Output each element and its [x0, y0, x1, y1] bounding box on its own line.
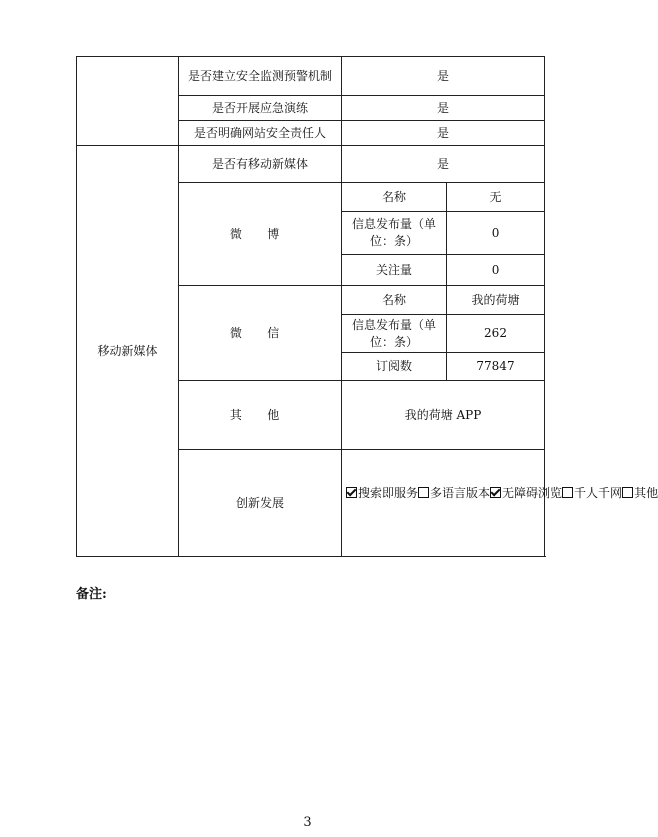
weibo-name-value: 无 [447, 183, 545, 212]
row-label: 是否开展应急演练 [179, 96, 342, 121]
row-value: 是 [342, 57, 545, 96]
weibo-follow-value: 0 [447, 255, 545, 286]
wechat-name-value: 我的荷塘 [447, 286, 545, 315]
row-label: 是否建立安全监测预警机制 [179, 57, 342, 96]
innovation-options [342, 450, 658, 557]
innovation-option-label: 千人千网 [574, 485, 623, 500]
wechat-subs-value: 77847 [447, 353, 545, 381]
row-label: 是否明确网站安全责任人 [179, 121, 342, 146]
remark-label: 备注: [76, 587, 107, 602]
table-row [77, 146, 545, 183]
other-label: 其 他 [179, 381, 342, 450]
weibo-label: 微 博 [179, 183, 342, 286]
wechat-label: 微 信 [179, 286, 342, 381]
report-table [76, 56, 658, 557]
innovation-label: 创新发展 [179, 450, 342, 557]
mobile-media-section-label: 移动新媒体 [77, 146, 179, 557]
weibo-follow-label: 关注量 [342, 255, 447, 286]
wechat-posts-value: 262 [447, 315, 545, 353]
other-value: 我的荷塘 APP [342, 381, 545, 450]
innovation-option-label: 其他 [634, 485, 658, 500]
blank-section-cell [77, 57, 179, 146]
row-value: 是 [342, 146, 545, 183]
weibo-posts-label: 信息发布量（单位：条） [342, 212, 447, 255]
wechat-posts-label: 信息发布量（单位：条） [342, 315, 447, 353]
row-value: 是 [342, 121, 545, 146]
innovation-option-list [346, 485, 658, 502]
wechat-name-label: 名称 [342, 286, 447, 315]
wechat-subs-label: 订阅数 [342, 353, 447, 381]
innovation-option-label: 搜索即服务 [358, 485, 419, 500]
innovation-option-label: 无障碍浏览 [502, 485, 563, 500]
weibo-name-label: 名称 [342, 183, 447, 212]
row-label: 是否有移动新媒体 [179, 146, 342, 183]
row-value: 是 [342, 96, 545, 121]
weibo-posts-value: 0 [447, 212, 545, 255]
page-number: 3 [303, 815, 312, 830]
checkbox-icon[interactable] [418, 487, 429, 498]
checked-checkbox-icon[interactable] [490, 487, 501, 498]
table-row [77, 57, 545, 96]
innovation-option-label: 多语言版本 [430, 485, 491, 500]
checkbox-icon[interactable] [562, 487, 573, 498]
checkbox-icon[interactable] [622, 487, 633, 498]
checked-checkbox-icon[interactable] [346, 487, 357, 498]
